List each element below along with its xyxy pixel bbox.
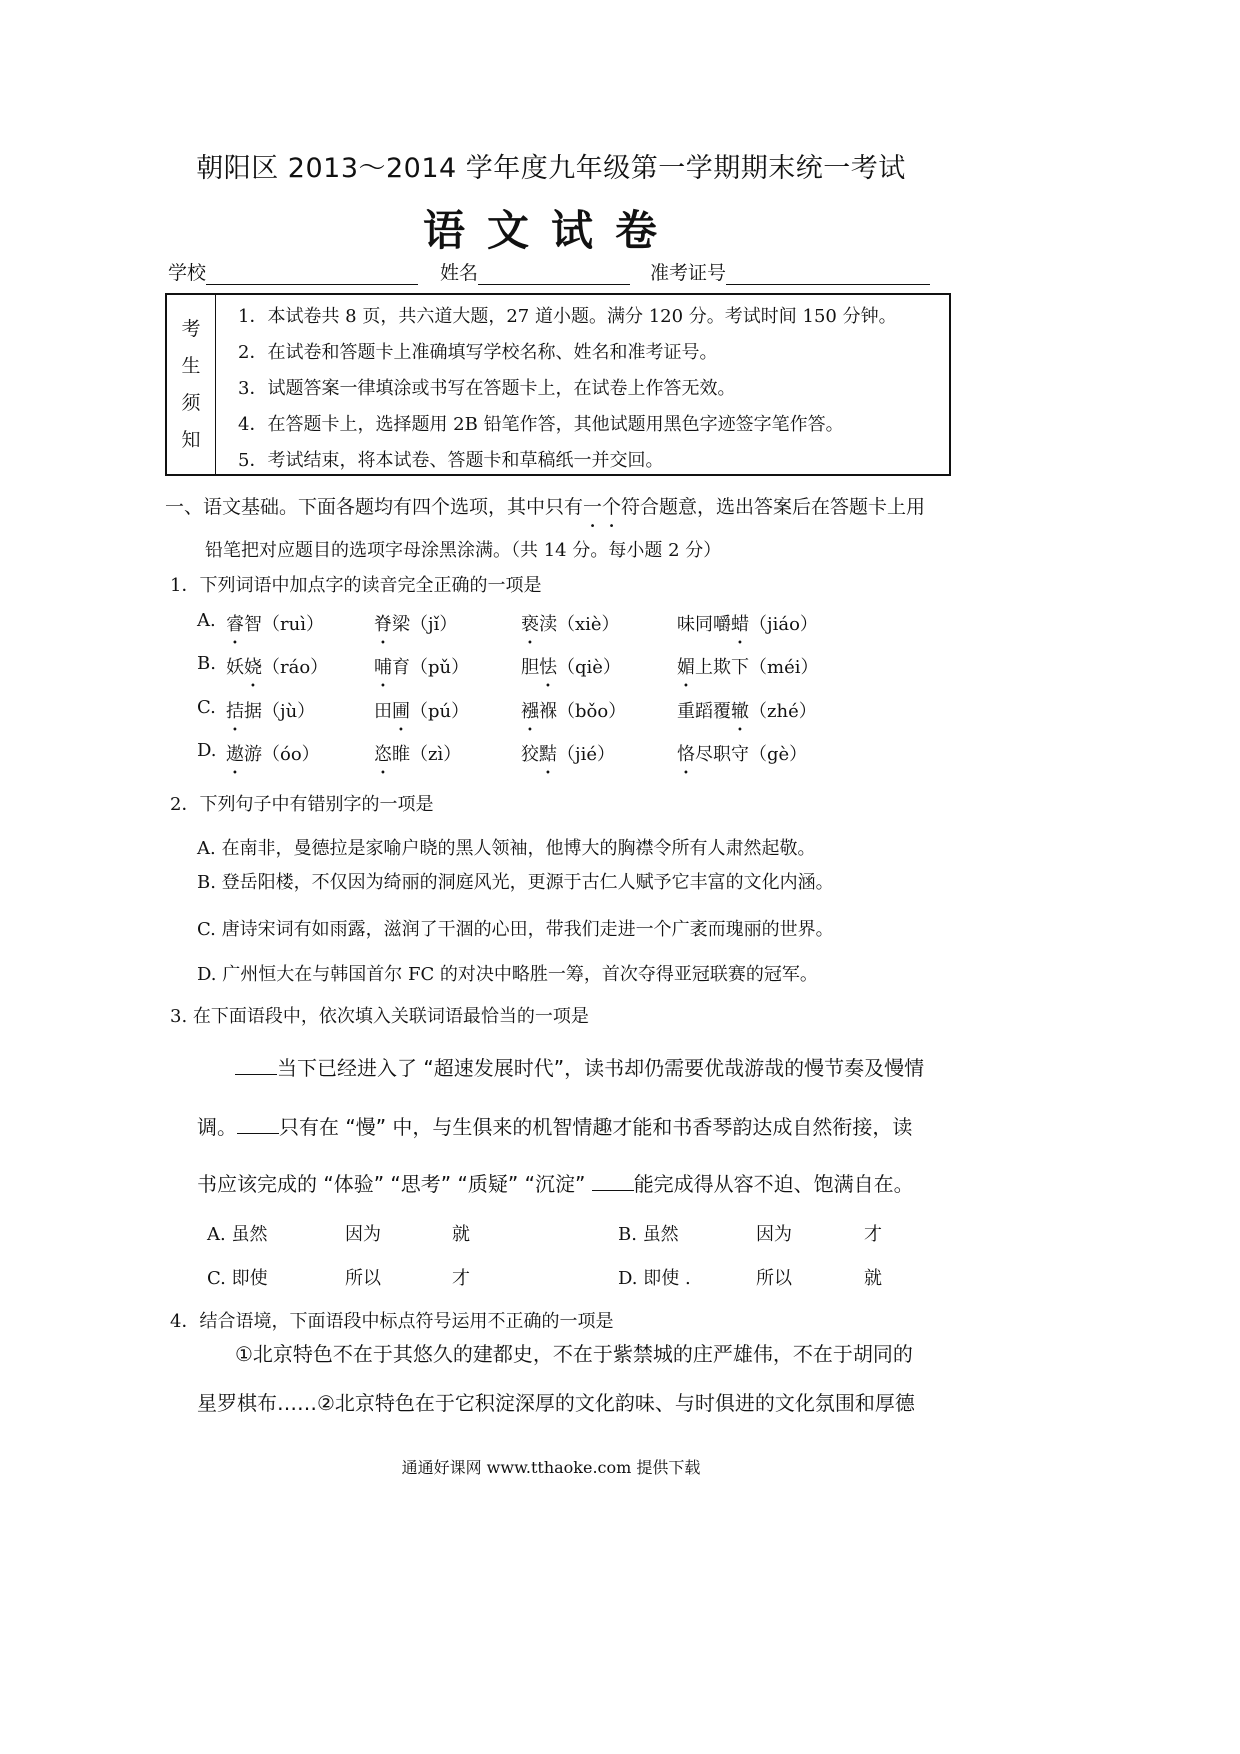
option-word: 才 [864,1224,882,1245]
school-field[interactable] [206,264,418,285]
option-word: 拮据（jù） [226,701,316,722]
dotted-character: 圃 [392,701,410,722]
notice-item: 3．试题答案一律填涂或书写在答题卡上，在试卷上作答无效。 [238,378,736,399]
dotted-character: 辙 [731,701,749,722]
dotted-character: 遨 [226,744,244,765]
dotted-character: 襁 [521,701,539,722]
option-word: 因为 [756,1224,792,1245]
name-field[interactable] [478,264,630,285]
option-word: 恣睢（zì） [374,744,462,765]
notice-item: 2．在试卷和答题卡上准确填写学校名称、姓名和准考证号。 [238,342,718,363]
section-instructions: 铅笔把对应题目的选项字母涂黑涂满。（共 14 分。每小题 2 分） [205,540,722,561]
option-word: 狡黠（jié） [521,744,615,765]
dotted-character: 恪 [677,744,695,765]
option-word: 重蹈覆辙（zhé） [677,701,817,722]
question-2-option-b: B. 登岳阳楼，不仅因为绮丽的洞庭风光，更源于古仁人赋予它丰富的文化内涵。 [197,872,834,893]
dotted-character: 哺 [374,657,392,678]
option-word: 所以 [756,1268,792,1289]
fill-blank [237,1115,279,1134]
option-word: 睿智（ruì） [226,614,324,635]
dotted-character: 恣 [374,744,392,765]
subject-title: 语文试卷 [422,206,679,255]
notice-item: 5．考试结束，将本试卷、答题卡和草稿纸一并交回。 [238,450,664,471]
option-word: 胆怯（qiè） [521,657,621,678]
dotted-character: 娆 [244,657,262,678]
option-word: 哺育（pǔ） [374,657,470,678]
question-2-stem: 2．下列句子中有错别字的一项是 [170,794,434,815]
option-word: 味同嚼蜡（jiáo） [677,614,818,635]
fill-blank [235,1056,277,1075]
option-word: 恪尽职守（gè） [677,744,808,765]
question-3-passage-line: 调。 只有在 “慢” 中，与生俱来的机智情趣才能和书香琴韵达成自然衔接，读 [197,1115,913,1139]
dotted-character: 媚 [677,657,695,678]
dotted-character: 脊 [374,614,392,635]
page-footer: 通通好课网 www.tthaoke.com 提供下载 [401,1458,701,1477]
question-4-passage-line: 星罗棋布……②北京特色在于它积淀深厚的文化韵味、与时俱进的文化氛围和厚德 [197,1391,915,1415]
option-word: 亵渎（xiè） [521,614,620,635]
question-3-stem: 3. 在下面语段中，依次填入关联词语最恰当的一项是 [170,1006,589,1027]
option-word: 因为 [345,1224,381,1245]
option-word: 遨游（óo） [226,744,320,765]
notice-item: 1．本试卷共 8 页，共六道大题，27 道小题。满分 120 分。考试时间 150 分钟。 [238,306,897,327]
exam-id-field[interactable] [726,264,930,285]
school-label: 学校 [168,262,207,284]
dotted-character: 蜡 [731,614,749,635]
option-letter: C. [197,697,216,718]
exam-id-label: 准考证号 [650,262,727,284]
option-letter: A. [197,610,216,631]
question-2-option-a: A. 在南非，曼德拉是家喻户晓的黑人领袖，他博大的胸襟令所有人肃然起敬。 [197,838,816,859]
question-3-option-d: D. 即使 . [618,1268,691,1289]
dotted-character: 睿 [226,614,244,635]
dotted-character: 黠 [539,744,557,765]
question-3-option-c: C. 即使 [207,1268,268,1289]
fill-blank [592,1172,634,1191]
option-word: 脊梁（jǐ） [374,614,458,635]
option-word: 襁褓（bǒo） [521,701,627,722]
option-word: 就 [864,1268,882,1289]
dotted-character: 拮 [226,701,244,722]
option-letter: B. [197,653,216,674]
exam-title: 朝阳区 2013～2014 学年度九年级第一学期期末统一考试 [196,153,906,184]
option-word: 才 [452,1268,470,1289]
question-4-passage-line: ①北京特色不在于其悠久的建都史，不在于紫禁城的庄严雄伟，不在于胡同的 [235,1342,913,1366]
option-word: 田圃（pú） [374,701,470,722]
notice-item: 4．在答题卡上，选择题用 2B 铅笔作答，其他试题用黑色字迹签字笔作答。 [238,414,844,435]
dotted-character: 亵 [521,614,539,635]
question-1-stem: 1．下列词语中加点字的读音完全正确的一项是 [170,575,542,596]
notice-list [216,295,949,474]
question-3-option-b: B. 虽然 [618,1224,679,1245]
question-3-passage-line: 书应该完成的 “体验” “思考” “质疑” “沉淀” 能完成得从容不迫、饱满自在。 [197,1172,914,1196]
question-3-option-a: A. 虽然 [207,1224,268,1245]
exam-notice-box [165,293,951,476]
option-letter: D. [197,740,217,761]
option-word: 妖娆（ráo） [226,657,329,678]
question-2-option-d: D. 广州恒大在与韩国首尔 FC 的对决中略胜一筹，首次夺得亚冠联赛的冠军。 [197,964,818,985]
question-4-stem: 4．结合语境，下面语段中标点符号运用不正确的一项是 [170,1311,614,1332]
notice-heading: 考 生 须 知 [167,295,216,474]
student-info-row [168,258,930,285]
dotted-character: 怯 [539,657,557,678]
section-heading: 一、语文基础。下面各题均有四个选项，其中只有一个符合题意，选出答案后在答题卡上用 [165,496,926,518]
option-word: 媚上欺下（méi） [677,657,819,678]
option-word: 所以 [345,1268,381,1289]
option-word: 就 [452,1224,470,1245]
name-label: 姓名 [440,262,479,284]
question-3-passage-line: 当下已经进入了 “超速发展时代”，读书却仍需要优哉游哉的慢节奏及慢情 [235,1052,924,1081]
question-2-option-c: C. 唐诗宋词有如雨露，滋润了干涸的心田，带我们走进一个广袤而瑰丽的世界。 [197,919,834,940]
